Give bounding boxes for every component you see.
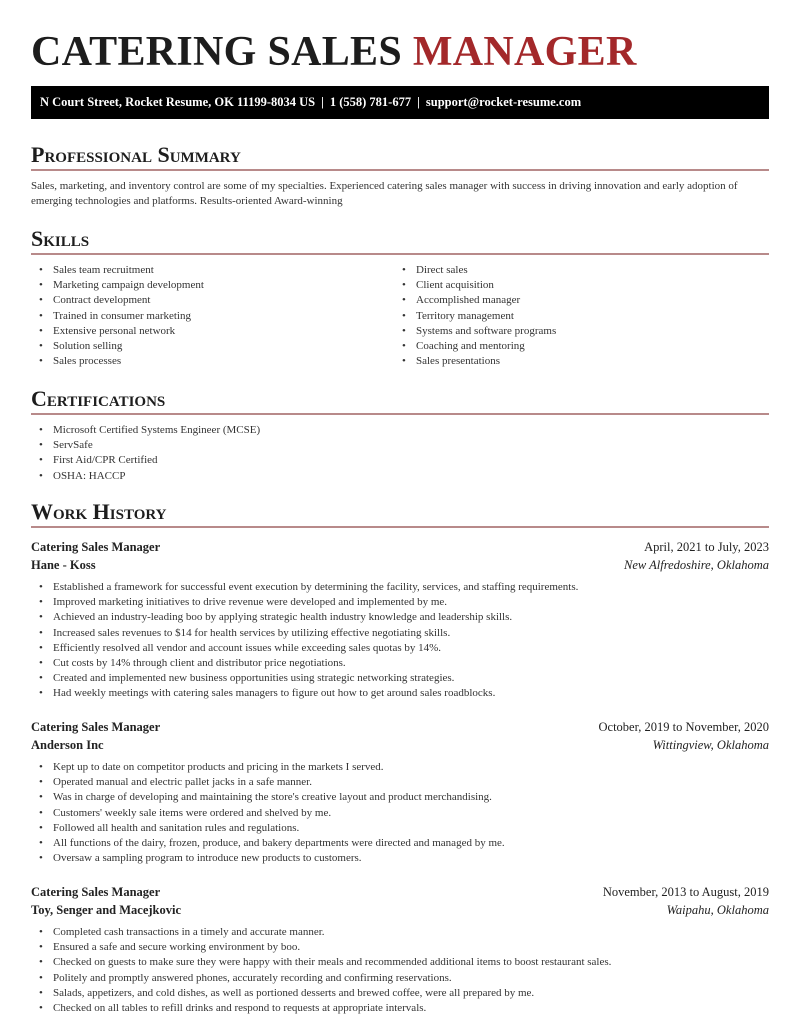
list-item: • Cut costs by 14% through client and distributor price negotiations. <box>31 656 769 671</box>
list-item: • Sales team recruitment <box>31 263 394 278</box>
list-item: • Checked on all tables to refill drinks and respond to requests at appropriate intervals. <box>31 1001 769 1016</box>
job-title: Catering Sales Manager <box>31 540 161 554</box>
section-heading: Certifications <box>31 386 166 411</box>
list-item: • Completed cash transactions in a timely and accurate manner. <box>31 925 769 940</box>
section-heading: Professional Summary <box>31 142 241 167</box>
summary-text: Sales, marketing, and inventory control are some of my specialties. Experienced catering sales manager with success in driving innovation and early adoption of emerging technologies and platforms. Results-oriented Award-winning <box>31 180 738 207</box>
job-title: Catering Sales Manager <box>31 885 161 899</box>
divider <box>31 413 769 415</box>
list-item: • OSHA: HACCP <box>31 469 769 484</box>
job-dates: October, 2019 to November, 2020 <box>598 720 769 734</box>
list-item: • Salads, appetizers, and cold dishes, as well as portioned desserts and brewed coffee, were all prepared by me. <box>31 986 769 1001</box>
job-bullets <box>31 580 769 702</box>
list-item: • Coaching and mentoring <box>394 339 757 354</box>
list-item: • Established a framework for successful event execution by determining the facility, services, and staffing requirements. <box>31 580 769 595</box>
contact-address: N Court Street, Rocket Resume, OK 11199-8034 US <box>40 95 316 109</box>
certifications-list <box>31 423 769 484</box>
list-item: • Accomplished manager <box>394 293 757 308</box>
list-item: • Marketing campaign development <box>31 278 394 293</box>
list-item: • Had weekly meetings with catering sales managers to figure out how to get around sales roadblocks. <box>31 686 769 701</box>
skills-section <box>31 224 769 369</box>
list-item: • Improved marketing initiatives to drive revenue were developed and implemented by me. <box>31 595 769 610</box>
job-title: Catering Sales Manager <box>31 720 161 734</box>
job-entry <box>31 718 769 866</box>
list-item: • Efficiently resolved all vendor and account issues while exceeding sales quotas by 14%. <box>31 641 769 656</box>
certifications-section <box>31 384 769 484</box>
list-item: • Operated manual and electric pallet jacks in a safe manner. <box>31 775 769 790</box>
list-item: • Extensive personal network <box>31 324 394 339</box>
list-item: • Was in charge of developing and maintaining the store's creative layout and product merchandising. <box>31 790 769 805</box>
list-item: • Politely and promptly answered phones, accurately recording and confirming reservations. <box>31 971 769 986</box>
company-name: Anderson Inc <box>31 738 104 752</box>
title-accent: MANAGER <box>412 29 637 75</box>
job-entry <box>31 883 769 1016</box>
company-name: Hane - Koss <box>31 558 96 572</box>
list-item: • Systems and software programs <box>394 324 757 339</box>
summary-section <box>31 140 769 209</box>
list-item: • Solution selling <box>31 339 394 354</box>
list-item: • Trained in consumer marketing <box>31 309 394 324</box>
section-heading: Skills <box>31 226 90 251</box>
list-item: • Increased sales revenues to $14 for health services by utilizing effective negotiating skills. <box>31 626 769 641</box>
job-dates: November, 2013 to August, 2019 <box>602 885 769 899</box>
divider <box>31 169 769 171</box>
list-item: • ServSafe <box>31 438 769 453</box>
list-item: • Direct sales <box>394 263 757 278</box>
list-item: • Ensured a safe and secure working environment by boo. <box>31 940 769 955</box>
company-name: Toy, Senger and Macejkovic <box>31 903 182 917</box>
list-item: • Kept up to date on competitor products and pricing in the markets I served. <box>31 760 769 775</box>
list-item: • Microsoft Certified Systems Engineer (MCSE) <box>31 423 769 438</box>
divider <box>31 253 769 255</box>
list-item: • Sales presentations <box>394 354 757 369</box>
list-item: • Created and implemented new business opportunities using strategic networking strategies. <box>31 671 769 686</box>
list-item: • Customers' weekly sale items were ordered and shelved by me. <box>31 806 769 821</box>
job-bullets <box>31 925 769 1016</box>
list-item: • Sales processes <box>31 354 394 369</box>
list-item: • Territory management <box>394 309 757 324</box>
job-location: Wittingview, Oklahoma <box>652 738 769 752</box>
job-entry <box>31 538 769 702</box>
list-item: • Oversaw a sampling program to introduce new products to customers. <box>31 851 769 866</box>
list-item: • Followed all health and sanitation rules and regulations. <box>31 821 769 836</box>
divider <box>31 526 769 528</box>
list-item: • First Aid/CPR Certified <box>31 453 769 468</box>
resume-title: CATERING SALES MANAGER <box>31 29 637 75</box>
list-item: • All functions of the dairy, frozen, produce, and bakery departments were directed and managed by me. <box>31 836 769 851</box>
contact-bar: N Court Street, Rocket Resume, OK 11199-8034 US | 1 (558) 781-677 | support@rocket-resume.com <box>31 86 769 119</box>
skills-list-left <box>31 263 394 369</box>
list-item: • Client acquisition <box>394 278 757 293</box>
contact-email[interactable]: support@rocket-resume.com <box>425 95 582 109</box>
job-bullets <box>31 760 769 866</box>
job-dates: April, 2021 to July, 2023 <box>644 540 769 554</box>
list-item: • Checked on guests to make sure they were happy with their meals and recommended additional items to boost restaurant sales. <box>31 955 769 970</box>
skills-list-right <box>394 263 757 369</box>
list-item: • Contract development <box>31 293 394 308</box>
job-location: Waipahu, Oklahoma <box>666 903 769 917</box>
job-location: New Alfredoshire, Oklahoma <box>623 558 769 572</box>
contact-phone: 1 (558) 781-677 <box>329 95 412 109</box>
work-history-section <box>31 497 769 536</box>
section-heading: Work History <box>31 499 167 524</box>
list-item: • Achieved an industry-leading boo by applying strategic health industry knowledge and leadership skills. <box>31 610 769 625</box>
